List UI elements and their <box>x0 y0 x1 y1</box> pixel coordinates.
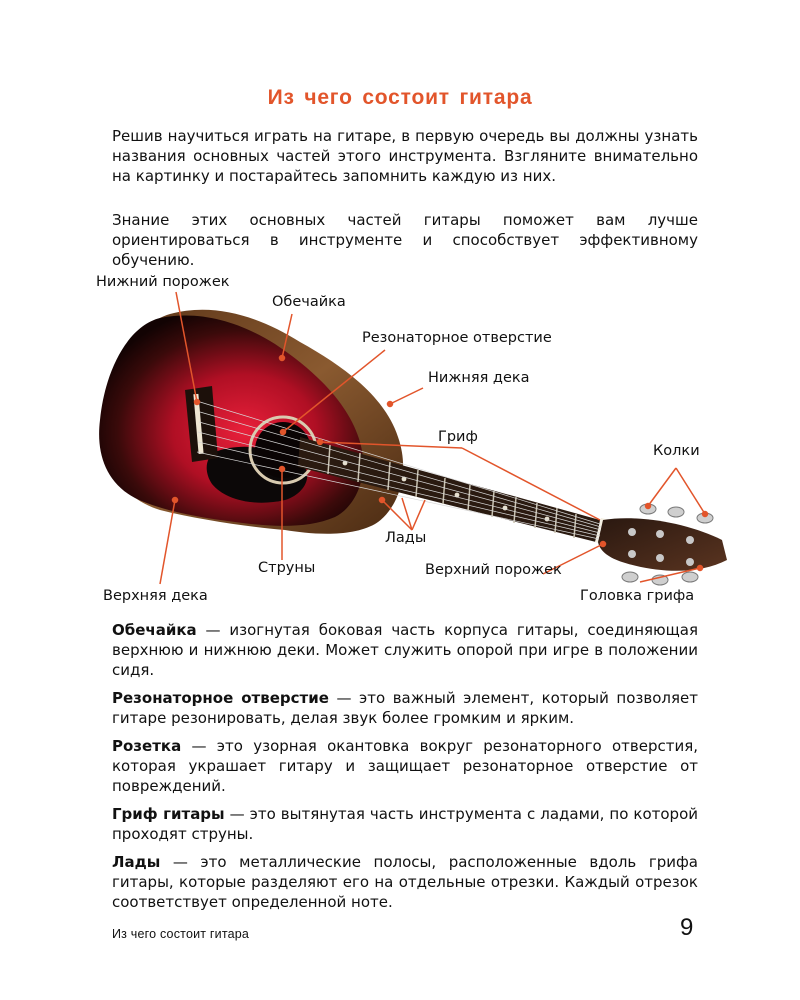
label-rim: Обечайка <box>272 294 346 310</box>
label-top: Верхняя дека <box>103 588 208 604</box>
definition-item <box>112 804 698 844</box>
label-nut: Верхний порожек <box>425 562 562 578</box>
label-frets: Лады <box>385 530 427 546</box>
definition-text: — это металлические полосы, расположенные вдоль грифа гитары, которые разделяют его на отдельные отрезки. Каждый отрезок соответствует определенной ноте. <box>112 853 698 911</box>
definition-item <box>112 688 698 728</box>
page-title: Из чего состоит гитара <box>267 86 533 109</box>
definition-term: Лады <box>112 853 161 871</box>
intro-paragraph-1: Решив научиться играть на гитаре, в первую очередь вы должны узнать названия основных частей этого инструмента. Взгляните внимательно на картинку и постарайтесь запомнить каждую из них. <box>112 127 698 185</box>
label-back: Нижняя дека <box>428 370 530 386</box>
label-pegs: Колки <box>653 443 700 459</box>
guitar-figure <box>0 262 800 622</box>
definition-term: Розетка <box>112 737 182 755</box>
definition-term: Гриф гитары <box>112 805 225 823</box>
page-number: 9 <box>680 914 694 941</box>
label-headstock: Головка грифа <box>580 588 695 604</box>
definition-text: — это важный элемент, который позволяет гитаре резонировать, делая звук более громким и ярким. <box>112 689 698 727</box>
definition-item <box>112 620 698 680</box>
label-neck: Гриф <box>438 429 478 445</box>
label-soundhole: Резонаторное отверстие <box>362 330 552 346</box>
definition-term: Обечайка <box>112 621 197 639</box>
definitions-list <box>112 620 698 920</box>
definition-term: Резонаторное отверстие <box>112 689 329 707</box>
definition-text: — это узорная окантовка вокруг резонаторного отверстия, которая украшает гитару и защищает резонаторное отверстие от повреждений. <box>112 737 698 795</box>
label-strings: Струны <box>258 560 316 576</box>
label-lower-saddle: Нижний порожек <box>96 274 230 290</box>
definition-text: — это вытянутая часть инструмента с ладами, по которой проходят струны. <box>112 805 698 843</box>
definition-item <box>112 736 698 796</box>
guitar-illustration <box>0 262 800 622</box>
footer-section-title: Из чего состоит гитара <box>112 927 250 941</box>
intro-paragraph-2: Знание этих основных частей гитары поможет вам лучше ориентироваться в инструменте и способствует эффективному обучению. <box>112 211 698 269</box>
definition-item <box>112 852 698 912</box>
definition-text: — изогнутая боковая часть корпуса гитары, соединяющая верхнюю и нижнюю деки. Может служить опорой при игре в положении сидя. <box>112 621 698 679</box>
headstock <box>598 518 727 571</box>
